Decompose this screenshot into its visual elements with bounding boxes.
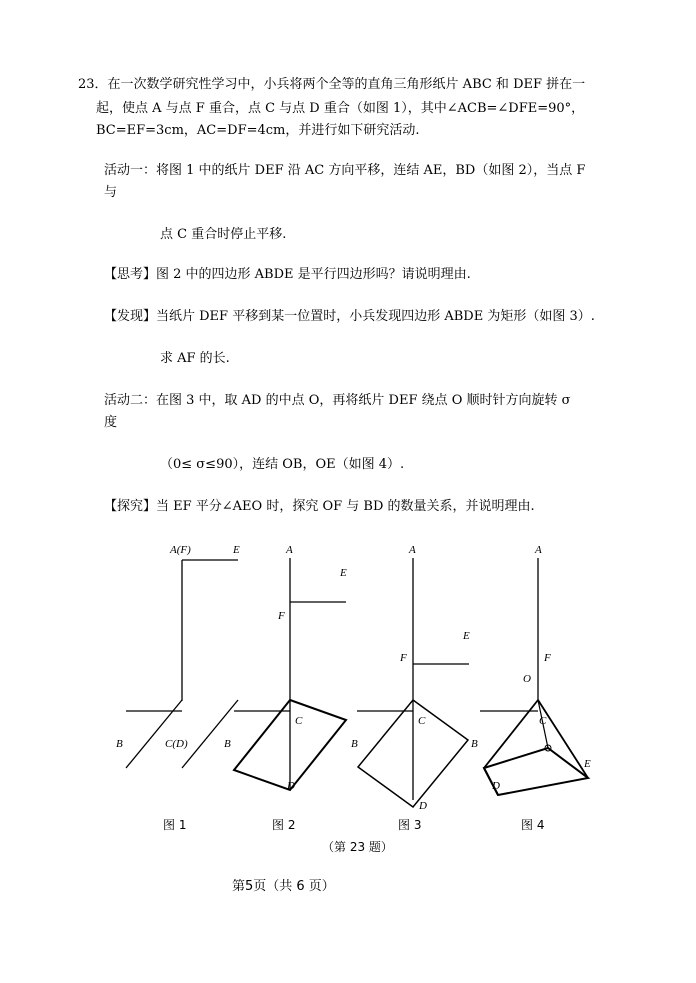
fig4-caption: 图 4: [521, 818, 545, 832]
fig3-label-d: D: [419, 800, 427, 812]
fig2-label-b: B: [224, 738, 231, 750]
fig2-label-f: F: [278, 610, 285, 622]
fig1-label-cd: C(D): [165, 738, 188, 750]
fig3-label-a: A: [409, 544, 416, 556]
segment-slant-2: [182, 700, 238, 768]
fig2-label-c: C: [295, 715, 303, 727]
figures-group-caption: （第 23 题）: [322, 840, 393, 854]
fig2-label-e: E: [340, 567, 347, 579]
figure-2: [234, 558, 346, 790]
figure-3: [357, 558, 469, 807]
segment-bd-slant-1: [126, 700, 182, 768]
think-question: 【思考】图 2 中的四边形 ABDE 是平行四边形吗？请说明理由.: [104, 267, 471, 282]
activity-one-line-2: 与: [104, 185, 118, 200]
fig4-label-e: E: [584, 758, 591, 770]
activity-two-line-3: （0≤ σ≤90），连结 OB，OE（如图 4）.: [160, 457, 405, 472]
fig3-label-b-left: B: [351, 738, 358, 750]
fig1-caption: 图 1: [163, 818, 187, 832]
page-footer: 第5页（共 6 页）: [232, 879, 335, 894]
segment-ob: [484, 700, 538, 768]
fig2-label-d: D: [287, 780, 295, 792]
fig3-label-c: C: [418, 715, 426, 727]
fig4-label-o: O: [523, 673, 531, 685]
activity-two-line-2: 度: [104, 415, 118, 430]
explore-question: 【探究】当 EF 平分∠AEO 时，探究 OF 与 BD 的数量关系，并说明理由.: [104, 499, 535, 514]
problem-line-3: BC=EF=3cm，AC=DF=4cm，并进行如下研究活动.: [96, 123, 420, 138]
fig2-label-a: A: [286, 544, 293, 556]
fig1-label-e: E: [233, 544, 240, 556]
fig2-caption: 图 2: [272, 818, 296, 832]
activity-two-line-1: 活动二：在图 3 中，取 AD 的中点 O，再将纸片 DEF 绕点 O 顺时针方向旋转 σ: [104, 393, 571, 408]
discover-task: 求 AF 的长.: [160, 351, 230, 366]
fig1-label-b: B: [116, 738, 123, 750]
fig4-label-a: A: [535, 544, 542, 556]
fig3-label-f: F: [400, 652, 407, 664]
fig3-label-b-right: B: [471, 738, 478, 750]
segment-oe: [538, 700, 588, 778]
discover-question: 【发现】当纸片 DEF 平移到某一位置时，小兵发现四边形 ABDE 为矩形（如图 3）.: [104, 309, 595, 324]
activity-one-line-1: 活动一：将图 1 中的纸片 DEF 沿 AC 方向平移，连结 AE，BD（如图 2），当点 F: [104, 163, 586, 178]
fig4-label-f: F: [544, 652, 551, 664]
problem-line-2: 起，使点 A 与点 F 重合，点 C 与点 D 重合（如图 1），其中∠ACB=∠DFE=90°，: [96, 101, 585, 116]
figure-1: [126, 560, 238, 768]
activity-one-line-3: 点 C 重合时停止平移.: [160, 227, 287, 242]
fig4-label-d: D: [492, 780, 500, 792]
fig3-label-e: E: [463, 630, 470, 642]
fig4-label-c: C: [539, 715, 547, 727]
fig1-label-af: A(F): [170, 544, 191, 556]
fig3-caption: 图 3: [398, 818, 422, 832]
problem-line-1: 23．在一次数学研究性学习中，小兵将两个全等的直角三角形纸片 ABC 和 DEF 拼在一: [78, 77, 586, 92]
figure-4: [480, 558, 588, 795]
